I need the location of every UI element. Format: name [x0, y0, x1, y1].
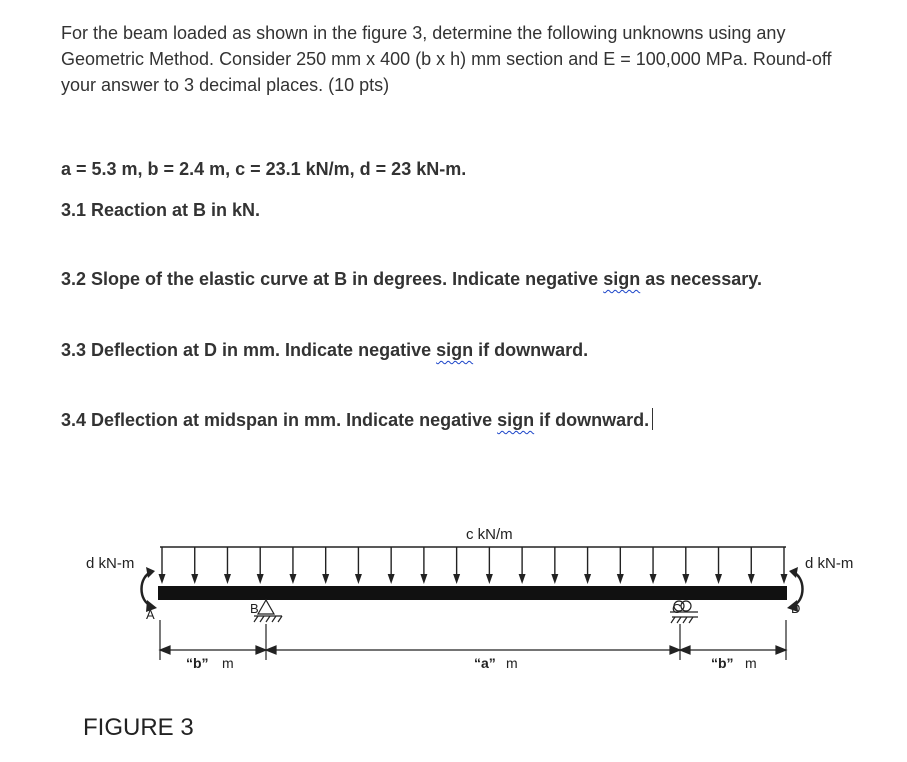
question-3-1: 3.1 Reaction at B in kN. — [61, 200, 261, 220]
load-arrow-head — [191, 574, 198, 584]
roller-support-c — [670, 601, 698, 623]
question-3-2 — [61, 269, 762, 290]
left-moment-label: d kN-m — [86, 555, 135, 572]
dim-b-left-unit: m — [222, 655, 234, 671]
spellcheck-word[interactable]: sign — [603, 269, 641, 289]
beam-figure — [0, 500, 907, 715]
question-3-4[interactable] — [61, 408, 653, 431]
load-label: c kN/m — [466, 526, 513, 543]
beam — [158, 586, 787, 600]
distributed-load-arrows — [159, 547, 788, 584]
question-3-4-text-a: 3.4 Deflection at midspan in mm. Indicate negative — [61, 410, 498, 430]
load-arrow-head — [617, 574, 624, 584]
load-arrow-head — [519, 574, 526, 584]
load-arrow-head — [322, 574, 329, 584]
left-moment-arrow — [142, 567, 158, 612]
load-arrow-head — [420, 574, 427, 584]
dim-a-unit: m — [506, 655, 518, 671]
load-arrow-head — [682, 574, 689, 584]
load-arrow-head — [650, 574, 657, 584]
given-values: a = 5.3 m, b = 2.4 m, c = 23.1 kN/m, d = 23 kN-m. — [61, 159, 467, 179]
load-arrow-head — [289, 574, 296, 584]
dim-a-label: “a” — [474, 655, 496, 671]
right-moment-label: d kN-m — [805, 555, 854, 572]
load-arrow-head — [551, 574, 558, 584]
question-3-4-text-b: if downward. — [534, 410, 650, 430]
question-3-3-text-b: if downward. — [473, 340, 589, 360]
point-a-label: A — [146, 607, 155, 622]
load-arrow-head — [715, 574, 722, 584]
point-d-label: D — [791, 601, 801, 616]
load-arrow-head — [584, 574, 591, 584]
load-arrow-head — [486, 574, 493, 584]
load-arrow-head — [159, 574, 166, 584]
dim-b-right-unit: m — [745, 655, 757, 671]
load-arrow-head — [257, 574, 264, 584]
spellcheck-word[interactable]: sign — [497, 410, 535, 430]
load-arrow-head — [748, 574, 755, 584]
question-3-3-text-a: 3.3 Deflection at D in mm. Indicate negative — [61, 340, 437, 360]
dim-b-left-label: “b” — [186, 655, 209, 671]
question-3-3 — [61, 340, 588, 361]
text-cursor — [652, 408, 653, 430]
question-3-2-text-b: as necessary. — [640, 269, 762, 289]
figure-caption: FIGURE 3 — [83, 714, 194, 741]
point-c-label: C — [672, 601, 682, 616]
dim-b-right-label: “b” — [711, 655, 734, 671]
load-arrow-head — [781, 574, 788, 584]
load-arrow-head — [388, 574, 395, 584]
load-arrow-head — [355, 574, 362, 584]
dimension-lines — [160, 620, 786, 660]
load-arrow-head — [224, 574, 231, 584]
question-3-2-text-a: 3.2 Slope of the elastic curve at B in degrees. Indicate negative — [61, 269, 604, 289]
load-arrow-head — [453, 574, 460, 584]
point-b-label: B — [250, 601, 259, 616]
spellcheck-word[interactable]: sign — [436, 340, 474, 360]
problem-statement: For the beam loaded as shown in the figure 3, determine the following unknowns using any Geometric Method. Consider 250 mm x 400 (b x h) mm section and E = 100,000 MPa. Round-off your answer to 3 decimal places. (10 pts) — [61, 23, 832, 95]
